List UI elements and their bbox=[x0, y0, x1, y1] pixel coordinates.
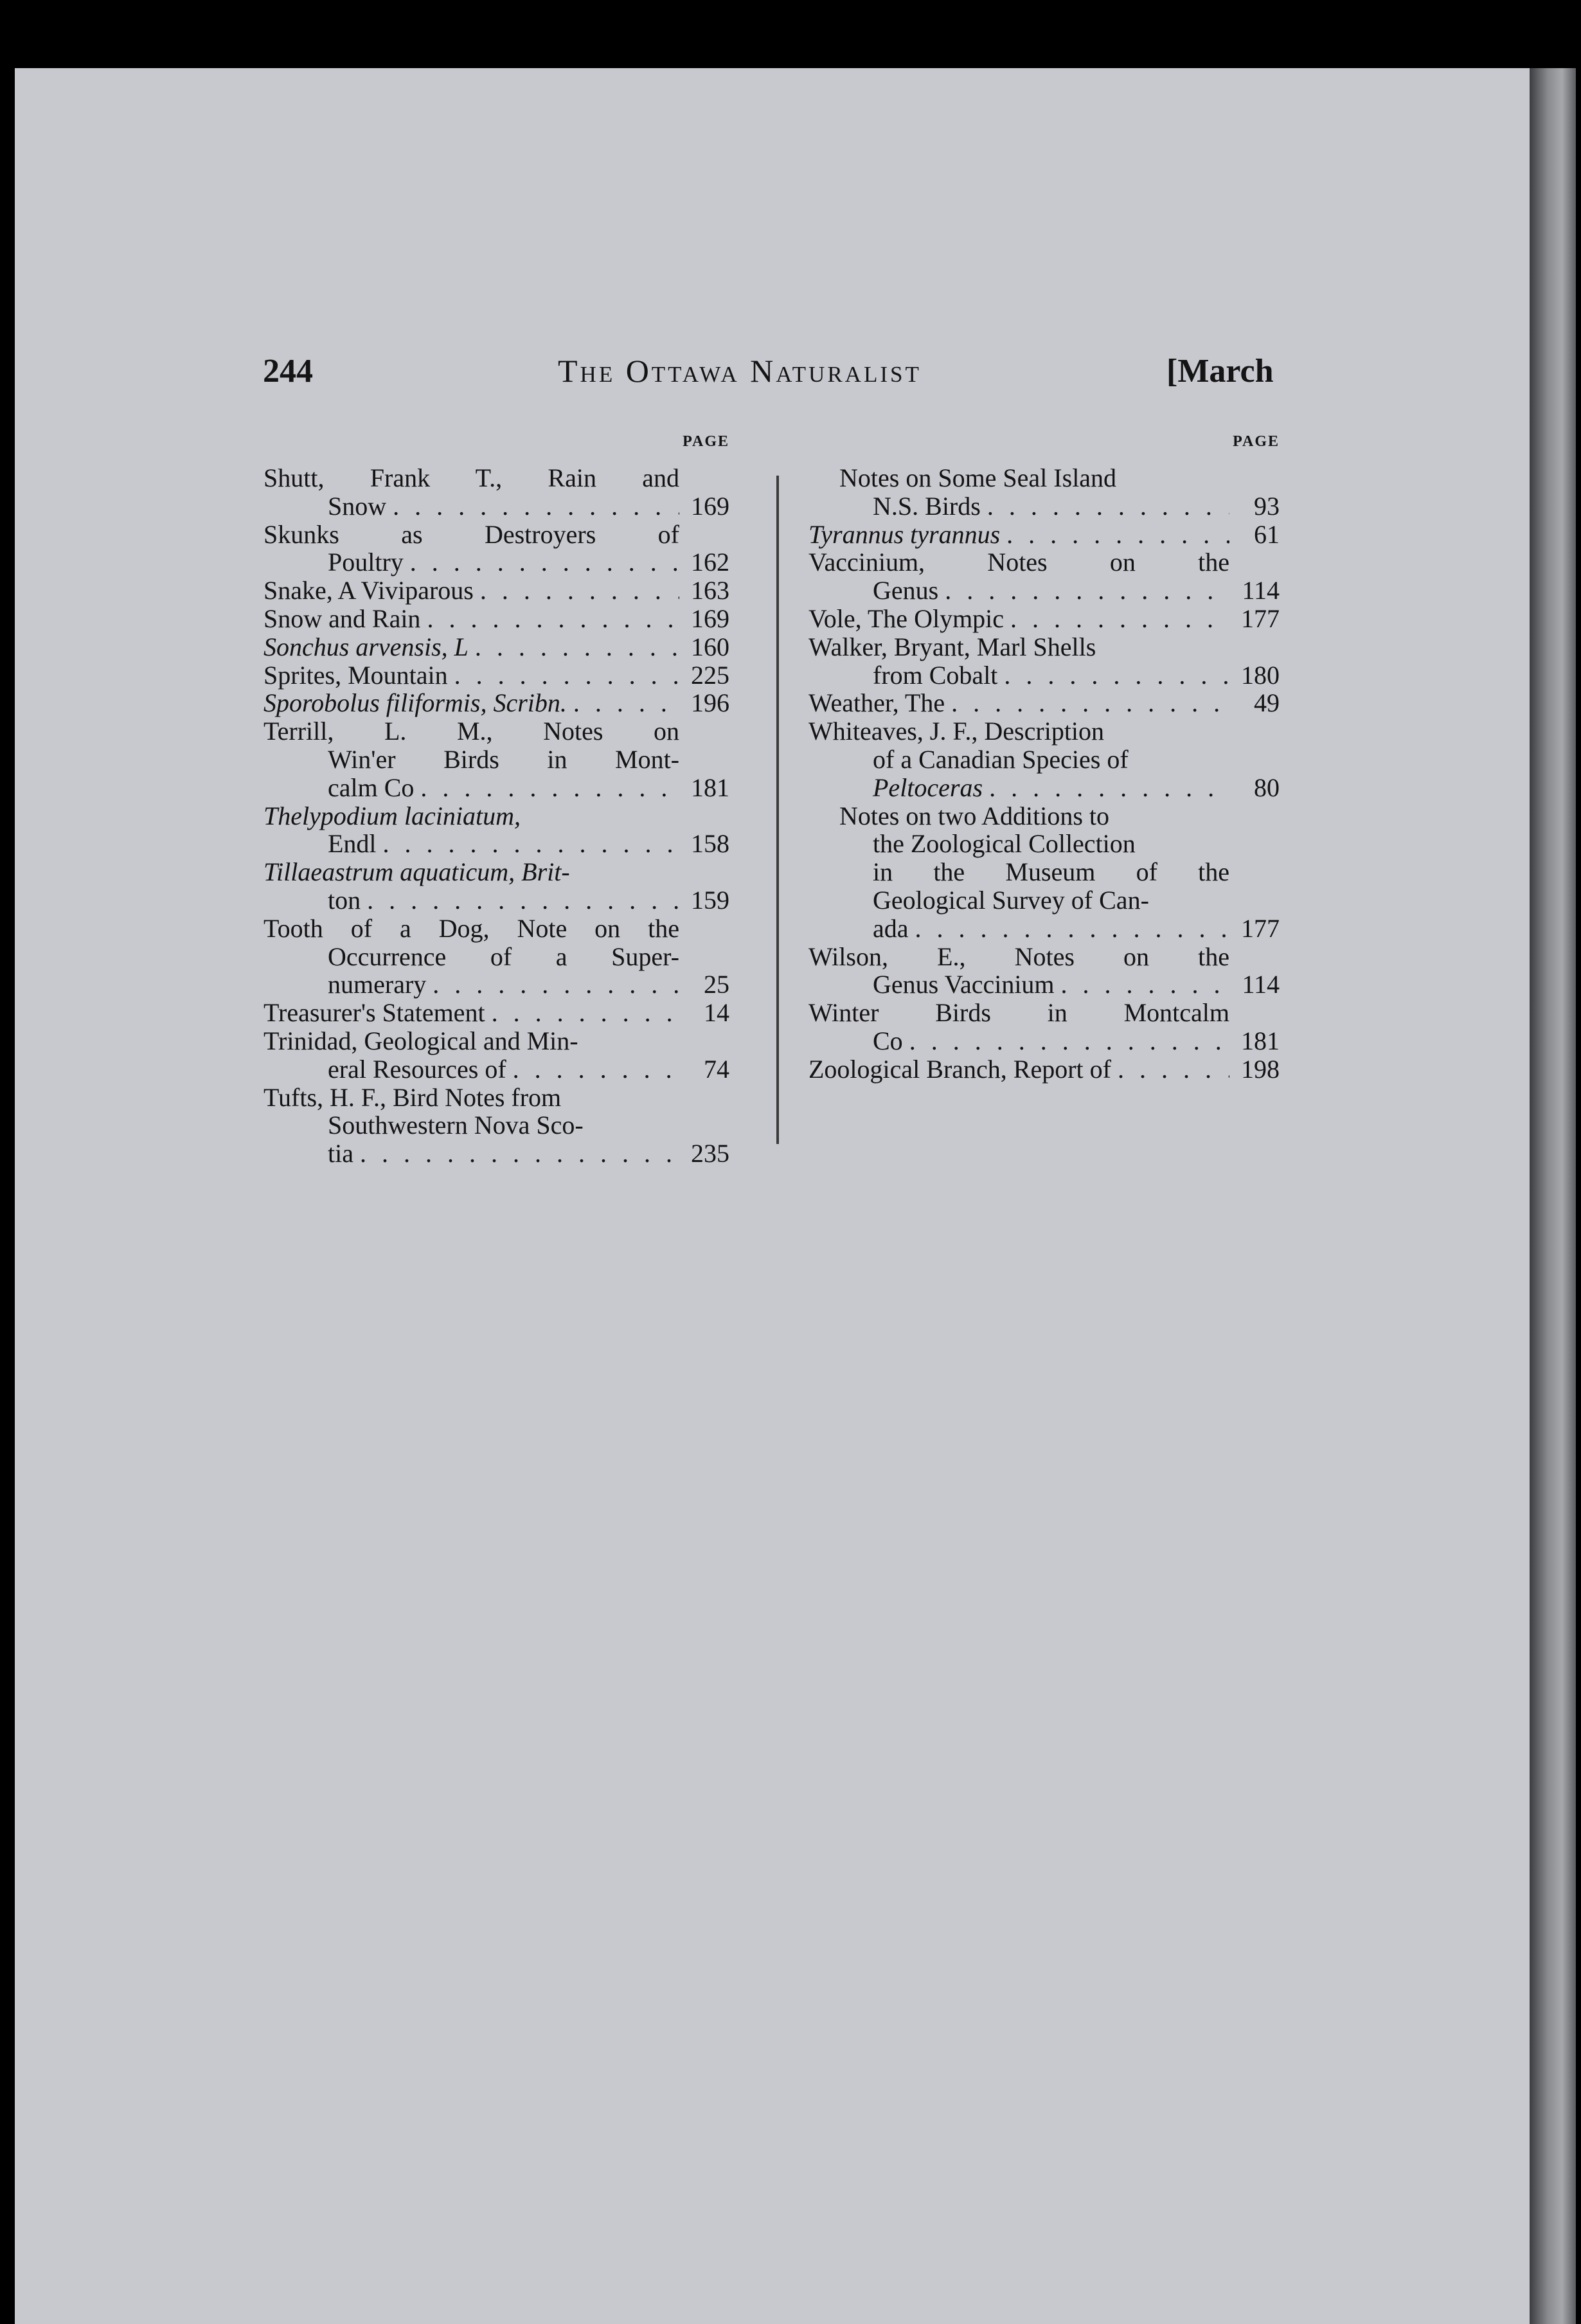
entry-text: Occurrence of a Super- bbox=[328, 942, 679, 971]
entry-text: Tufts, H. F., Bird Notes from bbox=[264, 1082, 562, 1112]
index-entry-line bbox=[264, 1027, 729, 1055]
index-entry-line bbox=[808, 661, 1280, 690]
entry-text: Shutt, Frank T., Rain and bbox=[264, 463, 679, 492]
entry-text: Tyrannus tyrannus bbox=[808, 519, 1001, 549]
index-entry-line bbox=[808, 858, 1280, 886]
entry-text: Genus bbox=[873, 576, 939, 605]
dot-leader bbox=[513, 1055, 679, 1084]
entry-text: eral Resources of bbox=[328, 1054, 506, 1084]
index-entry-line bbox=[264, 943, 729, 971]
dot-leader bbox=[454, 661, 679, 690]
entry-text: Snow bbox=[328, 491, 387, 521]
index-entry-line bbox=[264, 830, 729, 858]
entry-text: Snow and Rain bbox=[264, 603, 421, 633]
dot-leader bbox=[383, 830, 679, 858]
entry-page-number: 61 bbox=[1254, 519, 1280, 549]
index-entry-line bbox=[808, 492, 1280, 521]
entry-text: tia bbox=[328, 1139, 353, 1168]
entry-text: Walker, Bryant, Marl Shells bbox=[808, 632, 1096, 661]
entry-text: Skunks as Destroyers of bbox=[264, 519, 679, 549]
index-entry-line bbox=[264, 802, 729, 830]
index-entry-line bbox=[264, 689, 729, 717]
entry-text: numerary bbox=[328, 970, 427, 999]
dot-leader bbox=[909, 1027, 1229, 1055]
index-entry-line bbox=[264, 661, 729, 690]
column-divider bbox=[776, 476, 779, 1144]
entry-text: Win'er Birds in Mont- bbox=[328, 744, 679, 774]
dot-leader bbox=[989, 774, 1229, 802]
entry-page-number: 14 bbox=[704, 998, 729, 1028]
dot-leader bbox=[420, 774, 679, 802]
entry-page-number: 169 bbox=[691, 491, 729, 521]
entry-page-number: 162 bbox=[691, 548, 729, 577]
dot-leader bbox=[367, 886, 679, 915]
entry-text: ton bbox=[328, 885, 361, 915]
entry-text: Co bbox=[873, 1026, 903, 1055]
index-entry-line bbox=[264, 464, 729, 492]
entry-page-number: 160 bbox=[691, 632, 729, 661]
right-entries bbox=[808, 464, 1280, 1084]
entry-text: Trinidad, Geological and Min- bbox=[264, 1026, 578, 1055]
dot-leader bbox=[1061, 970, 1229, 999]
index-entry-line bbox=[264, 999, 729, 1027]
entry-text: Treasurer's Statement bbox=[264, 998, 485, 1028]
dot-leader bbox=[492, 999, 679, 1027]
index-entry-line bbox=[808, 464, 1280, 492]
entry-text: the Zoological Collection bbox=[873, 829, 1136, 859]
left-entries bbox=[264, 464, 729, 1168]
entry-page-number: 177 bbox=[1241, 603, 1280, 633]
index-entry-line bbox=[808, 915, 1280, 943]
dot-leader bbox=[1010, 605, 1229, 633]
dot-leader bbox=[987, 492, 1229, 521]
index-entry-line bbox=[264, 1140, 729, 1168]
entry-page-number: 196 bbox=[691, 688, 729, 718]
page-column-label: PAGE bbox=[683, 433, 729, 450]
index-entry-line bbox=[808, 774, 1280, 802]
entry-text: Poultry bbox=[328, 548, 404, 577]
book-edge bbox=[1530, 68, 1576, 2324]
dot-leader bbox=[573, 689, 679, 717]
index-entry-line bbox=[808, 548, 1280, 577]
entry-text: Sonchus arvensis, L bbox=[264, 632, 469, 661]
index-entry-line bbox=[264, 633, 729, 661]
dot-leader bbox=[360, 1140, 679, 1168]
entry-text: Whiteaves, J. F., Description bbox=[808, 717, 1105, 746]
dot-leader bbox=[393, 492, 679, 521]
entry-text: Geological Survey of Can- bbox=[873, 885, 1149, 915]
entry-text: Thelypodium laciniatum, bbox=[264, 801, 521, 830]
index-entry-line bbox=[264, 1111, 729, 1140]
entry-text: from Cobalt bbox=[873, 660, 998, 690]
index-entry-line bbox=[808, 830, 1280, 858]
index-entry-line bbox=[808, 689, 1280, 717]
dot-leader bbox=[945, 577, 1229, 605]
entry-text: calm Co bbox=[328, 773, 415, 802]
dot-leader bbox=[475, 633, 679, 661]
dot-leader bbox=[410, 548, 679, 577]
index-entry-line bbox=[808, 802, 1280, 830]
entry-text: N.S. Birds bbox=[873, 491, 981, 521]
entry-text: Winter Birds in Montcalm bbox=[808, 998, 1229, 1028]
entry-page-number: 159 bbox=[691, 885, 729, 915]
entry-page-number: 198 bbox=[1241, 1054, 1280, 1084]
page-column-label: PAGE bbox=[1233, 433, 1280, 450]
entry-text: Snake, A Viviparous bbox=[264, 576, 474, 605]
dot-leader bbox=[1006, 521, 1229, 549]
dot-leader bbox=[427, 605, 679, 633]
index-entry-line bbox=[264, 577, 729, 605]
index-entry-line bbox=[808, 521, 1280, 549]
index-entry-line bbox=[808, 943, 1280, 971]
index-entry-line bbox=[264, 970, 729, 999]
entry-page-number: 49 bbox=[1254, 688, 1280, 718]
entry-text: Wilson, E., Notes on the bbox=[808, 942, 1229, 971]
index-entry-line bbox=[264, 774, 729, 802]
entry-page-number: 25 bbox=[704, 970, 729, 999]
index-entry-line bbox=[808, 1055, 1280, 1084]
entry-text: Notes on two Additions to bbox=[839, 801, 1110, 830]
entry-text: Tooth of a Dog, Note on the bbox=[264, 913, 679, 943]
entry-text: of a Canadian Species of bbox=[873, 744, 1129, 774]
entry-text: Endl bbox=[328, 829, 377, 859]
entry-text: Terrill, L. M., Notes on bbox=[264, 717, 679, 746]
entry-page-number: 169 bbox=[691, 603, 729, 633]
dot-leader bbox=[915, 915, 1229, 943]
index-entry-line bbox=[264, 915, 729, 943]
entry-page-number: 225 bbox=[691, 660, 729, 690]
page-sheet bbox=[15, 68, 1530, 2324]
entry-text: Zoological Branch, Report of bbox=[808, 1054, 1111, 1084]
entry-page-number: 180 bbox=[1241, 660, 1280, 690]
entry-page-number: 93 bbox=[1254, 491, 1280, 521]
entry-page-number: 80 bbox=[1254, 773, 1280, 802]
index-entry-line bbox=[808, 746, 1280, 774]
index-entry-line bbox=[808, 886, 1280, 915]
index-entry-line bbox=[808, 633, 1280, 661]
entry-page-number: 163 bbox=[691, 576, 729, 605]
index-entry-line bbox=[808, 717, 1280, 746]
entry-page-number: 235 bbox=[691, 1139, 729, 1168]
entry-page-number: 177 bbox=[1241, 913, 1280, 943]
index-entry-line bbox=[264, 1084, 729, 1112]
entry-text: Notes on Some Seal Island bbox=[839, 463, 1117, 492]
entry-text: Weather, The bbox=[808, 688, 945, 718]
entry-page-number: 114 bbox=[1242, 576, 1280, 605]
entry-page-number: 181 bbox=[691, 773, 729, 802]
index-entry-line bbox=[808, 999, 1280, 1027]
index-entry-line bbox=[264, 521, 729, 549]
index-entry-line bbox=[808, 1027, 1280, 1055]
index-entry-line bbox=[264, 886, 729, 915]
entry-text: ada bbox=[873, 913, 909, 943]
dot-leader bbox=[1118, 1055, 1229, 1084]
dot-leader bbox=[1004, 661, 1229, 690]
dot-leader bbox=[433, 970, 679, 999]
index-entry-line bbox=[264, 746, 729, 774]
entry-text: Peltoceras bbox=[873, 773, 983, 802]
entry-text: Sporobolus filiformis, Scribn. bbox=[264, 688, 567, 718]
index-entry-line bbox=[808, 970, 1280, 999]
index-entry-line bbox=[264, 717, 729, 746]
index-entry-line bbox=[264, 492, 729, 521]
entry-text: Tillaeastrum aquaticum, Brit- bbox=[264, 857, 570, 887]
entry-page-number: 74 bbox=[704, 1054, 729, 1084]
index-entry-line bbox=[264, 1055, 729, 1084]
index-entry-line bbox=[264, 605, 729, 633]
index-entry-line bbox=[264, 858, 729, 886]
entry-page-number: 158 bbox=[691, 829, 729, 859]
entry-text: Sprites, Mountain bbox=[264, 660, 448, 690]
index-entry-line bbox=[264, 548, 729, 577]
entry-page-number: 181 bbox=[1241, 1026, 1280, 1055]
entry-text: Genus Vaccinium bbox=[873, 970, 1055, 999]
running-month: [March bbox=[1166, 353, 1274, 389]
running-title: The Ottawa Naturalist bbox=[558, 353, 922, 389]
entry-text: Vole, The Olympic bbox=[808, 603, 1005, 633]
index-entry-line bbox=[808, 605, 1280, 633]
index-entry-line bbox=[808, 577, 1280, 605]
dot-leader bbox=[951, 689, 1229, 717]
entry-text: Southwestern Nova Sco- bbox=[328, 1111, 584, 1140]
page-number: 244 bbox=[263, 353, 313, 389]
dot-leader bbox=[480, 577, 679, 605]
entry-page-number: 114 bbox=[1242, 970, 1280, 999]
entry-text: Vaccinium, Notes on the bbox=[808, 548, 1229, 577]
entry-text: in the Museum of the bbox=[873, 857, 1229, 887]
